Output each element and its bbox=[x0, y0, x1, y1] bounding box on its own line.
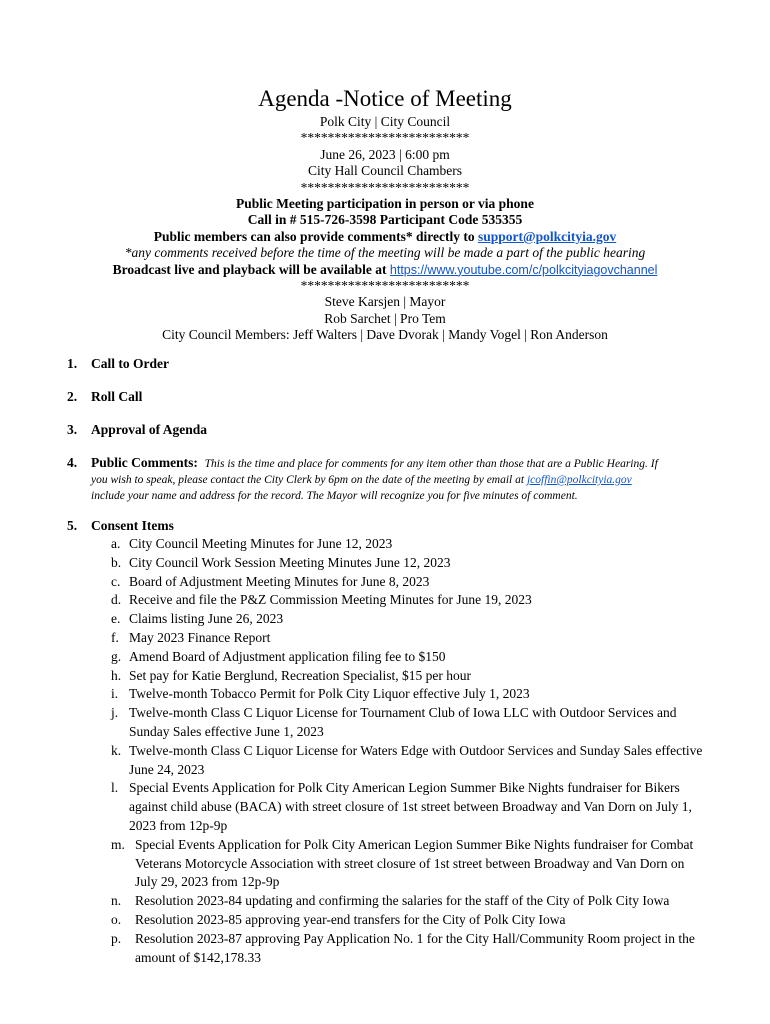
consent-item bbox=[111, 629, 711, 648]
consent-item-text: Twelve-month Class C Liquor License for Waters Edge with Outdoor Services and Sunday Sales effective bbox=[129, 742, 703, 758]
consent-item-letter: e. bbox=[111, 611, 121, 627]
consent-item-text: Resolution 2023-84 updating and confirming the salaries for the staff of the City of Polk City Iowa bbox=[135, 893, 670, 909]
consent-item-text: Twelve-month Tobacco Permit for Polk City Liquor effective July 1, 2023 bbox=[129, 686, 530, 702]
youtube-channel-link[interactable]: https://www.youtube.com/c/polkcityiagovchannel bbox=[389, 262, 658, 277]
consent-item bbox=[111, 742, 711, 780]
consent-item-letter: m. bbox=[111, 836, 125, 852]
item-number: 4. bbox=[67, 455, 78, 470]
consent-item bbox=[111, 648, 711, 667]
consent-item-letter: a. bbox=[111, 536, 121, 551]
consent-item-letter: b. bbox=[111, 554, 122, 570]
consent-item-letter: p. bbox=[111, 930, 122, 946]
item-label: Public Comments: bbox=[91, 455, 198, 470]
item-label: Consent Items bbox=[91, 518, 174, 533]
consent-item-text: Resolution 2023-85 approving year-end transfers for the City of Polk City Iowa bbox=[135, 911, 566, 927]
consent-item bbox=[111, 930, 711, 968]
consent-item-text: June 24, 2023 bbox=[129, 761, 205, 777]
comments-prefix: Public members can also provide comments* directly to bbox=[153, 228, 478, 244]
consent-item-text: Set pay for Katie Berglund, Recreation Specialist, $15 per hour bbox=[129, 667, 472, 683]
item-label: Approval of Agenda bbox=[91, 422, 208, 437]
consent-item-letter: o. bbox=[111, 911, 122, 927]
public-comments-text: include your name and address for the record. The Mayor will recognize you for five minutes of comment. bbox=[91, 490, 578, 502]
consent-item-text: City Council Meeting Minutes for June 12, 2023 bbox=[129, 536, 393, 551]
consent-item-text: Board of Adjustment Meeting Minutes for June 8, 2023 bbox=[129, 573, 430, 589]
consent-item-text: Veterans Motorcycle Association with street closure of 1st street between Broadway and Van Dorn on bbox=[135, 855, 685, 871]
consent-item-letter: k. bbox=[111, 742, 122, 758]
agenda-item bbox=[67, 421, 207, 439]
call-in-info: Call in # 515-726-3598 Participant Code 535355 bbox=[247, 212, 523, 228]
consent-item-letter: c. bbox=[111, 573, 121, 589]
comments-footnote: *any comments received before the time of the meeting will be made a part of the public hearing bbox=[124, 245, 646, 261]
agenda-item-consent bbox=[67, 517, 751, 965]
agenda-item bbox=[67, 388, 142, 406]
consent-item bbox=[111, 704, 711, 742]
meeting-header bbox=[0, 85, 770, 344]
item-number: 5. bbox=[67, 518, 78, 533]
consent-item-text: 2023 from 12p-9p bbox=[129, 817, 228, 833]
consent-item bbox=[111, 535, 711, 554]
consent-item-text: Claims listing June 26, 2023 bbox=[129, 611, 284, 627]
item-number: 1. bbox=[67, 356, 78, 371]
consent-item bbox=[111, 911, 711, 930]
separator-stars: ************************* bbox=[300, 130, 470, 146]
agenda-item bbox=[67, 355, 169, 373]
consent-item bbox=[111, 667, 711, 686]
consent-item bbox=[111, 779, 711, 835]
consent-item-letter: j. bbox=[111, 705, 119, 721]
meeting-datetime: June 26, 2023 | 6:00 pm bbox=[320, 146, 450, 162]
item-number: 3. bbox=[67, 422, 78, 437]
broadcast-line bbox=[0, 262, 770, 278]
consent-item bbox=[111, 836, 711, 892]
consent-item-letter: i. bbox=[111, 686, 119, 702]
consent-item-letter: l. bbox=[111, 780, 119, 796]
consent-item-letter: d. bbox=[111, 592, 122, 608]
consent-item-letter: f. bbox=[111, 629, 119, 645]
consent-item-text: Twelve-month Class C Liquor License for Tournament Club of Iowa LLC with Outdoor Services and bbox=[129, 705, 677, 721]
consent-item-text: Receive and file the P&Z Commission Meeting Minutes for June 19, 2023 bbox=[129, 592, 532, 608]
consent-item bbox=[111, 892, 711, 911]
comments-line bbox=[0, 229, 770, 245]
consent-item-text: against child abuse (BACA) with street closure of 1st street between Broadway and Van Dorn on July 1, bbox=[129, 799, 692, 815]
consent-item-text: Sunday Sales effective June 1, 2023 bbox=[129, 723, 324, 739]
consent-items-list bbox=[111, 535, 711, 967]
public-comments-text: This is the time and place for comments for any item other than those that are a Public Hearing. If bbox=[204, 458, 658, 470]
item-label: Call to Order bbox=[91, 356, 169, 371]
consent-item-text: Special Events Application for Polk City American Legion Summer Bike Nights fundraiser for Combat bbox=[135, 836, 694, 852]
public-comments-text-part: you wish to speak, please contact the City Clerk by 6pm on the date of the meeting by email at bbox=[91, 474, 527, 486]
mayor-line: Steve Karsjen | Mayor bbox=[324, 294, 446, 310]
item-label: Roll Call bbox=[91, 389, 143, 404]
consent-item-letter: g. bbox=[111, 648, 122, 664]
clerk-email-link[interactable]: jcoffin@polkcityia.gov bbox=[526, 474, 632, 486]
pro-tem-line: Rob Sarchet | Pro Tem bbox=[324, 310, 446, 326]
meeting-location: City Hall Council Chambers bbox=[307, 163, 463, 179]
consent-item-text: amount of $142,178.33 bbox=[135, 949, 261, 965]
consent-item-text: Special Events Application for Polk City American Legion Summer Bike Nights fundraiser for Bikers bbox=[129, 780, 680, 796]
separator-stars: ************************* bbox=[300, 179, 470, 195]
consent-item-text: City Council Work Session Meeting Minutes June 12, 2023 bbox=[129, 554, 451, 570]
support-email-link[interactable]: support@polkcityia.gov bbox=[478, 228, 617, 244]
consent-item bbox=[111, 554, 711, 573]
consent-item bbox=[111, 685, 711, 704]
consent-item bbox=[111, 573, 711, 592]
consent-item-letter: n. bbox=[111, 893, 122, 909]
public-comments-text bbox=[91, 472, 751, 488]
consent-item-text: July 29, 2023 from 12p-9p bbox=[135, 874, 280, 890]
consent-item bbox=[111, 591, 711, 610]
agenda-item-public-comments bbox=[67, 454, 751, 504]
consent-item bbox=[111, 610, 711, 629]
consent-item-text: Amend Board of Adjustment application filing fee to $150 bbox=[129, 648, 446, 664]
consent-item-text: May 2023 Finance Report bbox=[129, 629, 271, 645]
consent-item-letter: h. bbox=[111, 667, 122, 683]
separator-stars: ************************* bbox=[300, 278, 470, 294]
page-title: Agenda -Notice of Meeting bbox=[258, 86, 512, 111]
broadcast-prefix: Broadcast live and playback will be available at bbox=[112, 261, 390, 277]
consent-item-text: Resolution 2023-87 approving Pay Application No. 1 for the City Hall/Community Room project in the bbox=[135, 930, 695, 946]
council-members-line: City Council Members: Jeff Walters | Dave Dvorak | Mandy Vogel | Ron Anderson bbox=[162, 327, 608, 343]
governing-body: Polk City | City Council bbox=[319, 114, 451, 129]
item-number: 2. bbox=[67, 389, 78, 404]
participation-note: Public Meeting participation in person or via phone bbox=[236, 196, 534, 212]
